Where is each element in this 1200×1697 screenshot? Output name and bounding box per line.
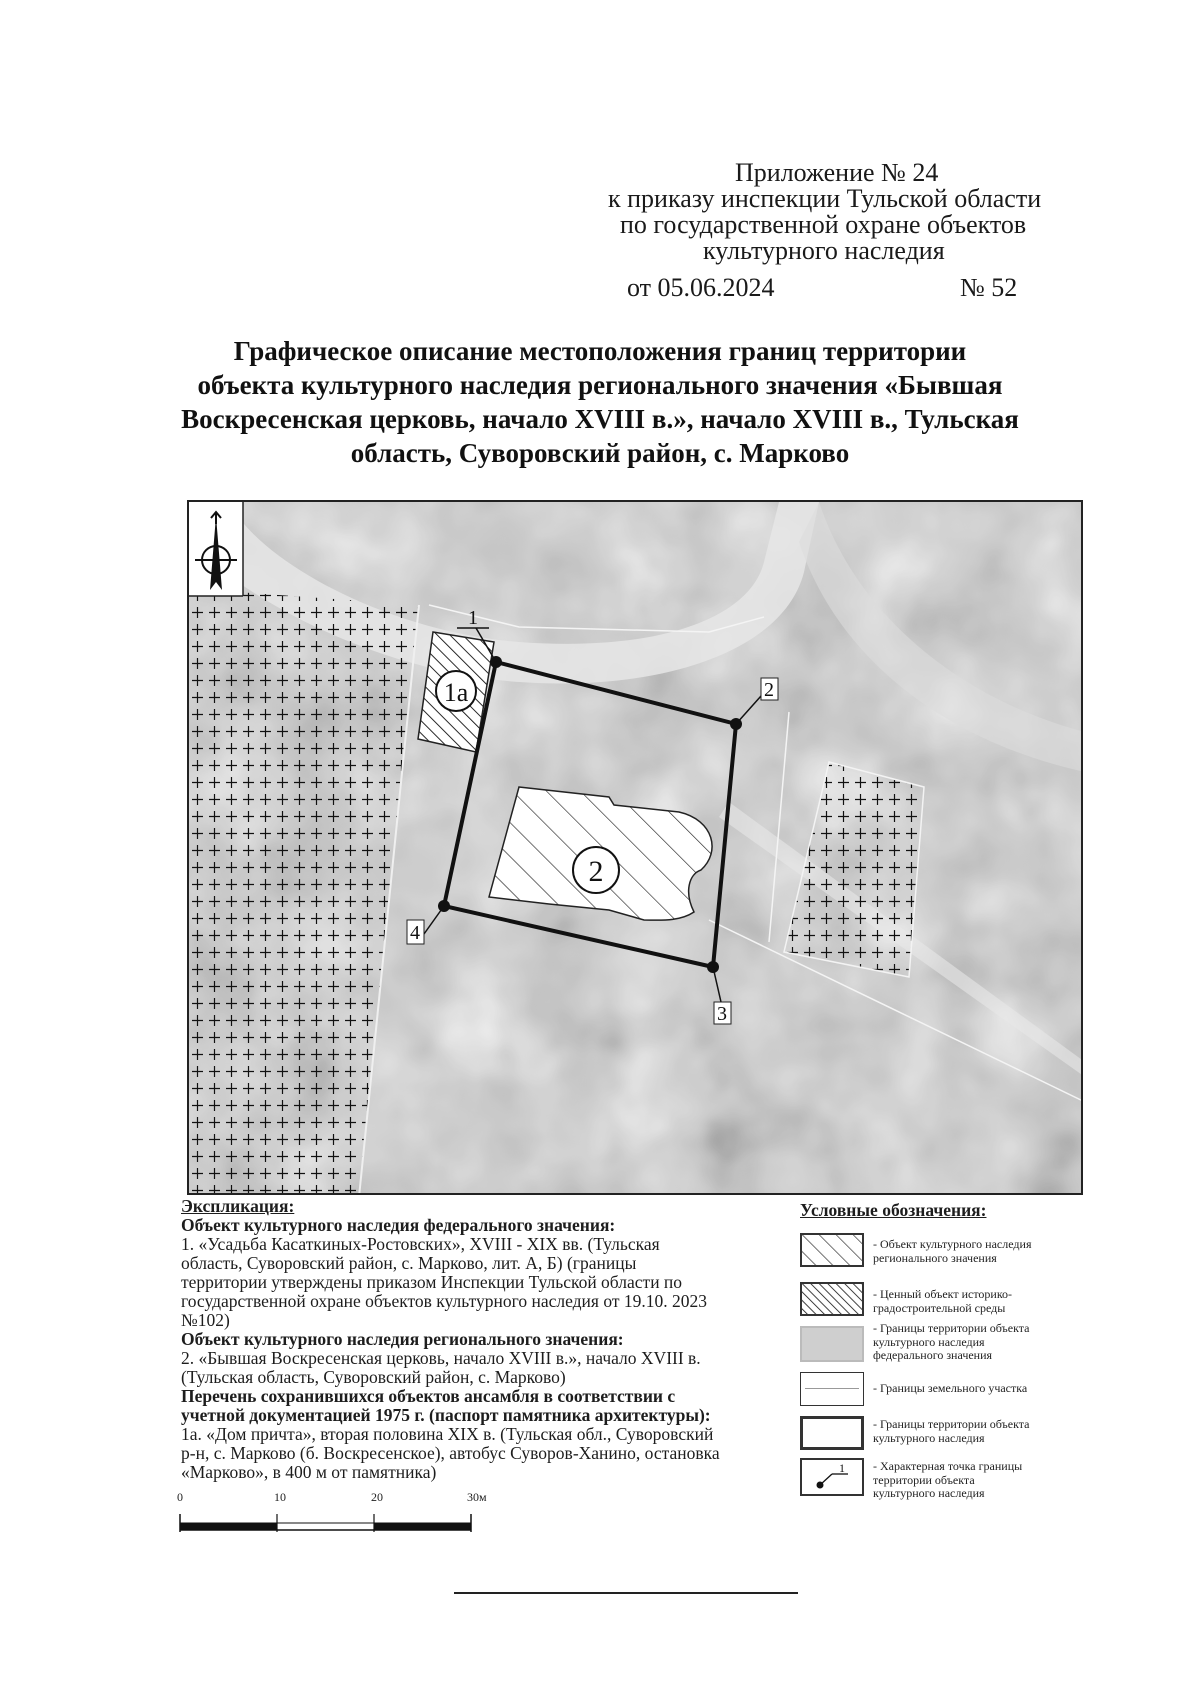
boundary-point-1-label: 1: [468, 607, 478, 629]
document-title-line-4: область, Суворовский район, с. Марково: [350, 438, 850, 468]
legend-swatch-boundary-point: [800, 1458, 864, 1496]
document-title-line-1: Графическое описание местоположения границ территории: [233, 336, 967, 366]
order-reference-2: по государственной охране объектов: [620, 210, 1027, 239]
legend-item-3: - Границы территории объекта культурного наследия федерального значения: [873, 1321, 1030, 1362]
federal-line-4: государственной охране объектов культурного наследия от 19.10. 2023: [181, 1291, 708, 1311]
ensemble-heading-2: учетной документацией 1975 г. (паспорт памятника архитектуры):: [181, 1405, 711, 1425]
federal-line-1: 1. «Усадьба Касаткиных-Ростовских», XVIII - XIX вв. (Тульская: [181, 1234, 660, 1254]
order-reference: к приказу инспекции Тульской области: [608, 184, 1042, 213]
ensemble-heading-1: Перечень сохранившихся объектов ансамбля в соответствии с: [181, 1386, 676, 1406]
document-title-line-2: объекта культурного наследия регионального значения «Бывшая: [197, 370, 1003, 400]
legend-swatch-land-plot: [800, 1372, 864, 1406]
legend-swatch-valuable-object: [800, 1282, 864, 1316]
ensemble-line-3: «Марково», в 400 м от памятника): [181, 1462, 437, 1482]
federal-line-5: №102): [181, 1310, 230, 1330]
boundary-point-4-label: 4: [410, 922, 420, 944]
boundary-point-2-label: 2: [764, 679, 774, 701]
regional-heading: Объект культурного наследия регионального значения:: [181, 1329, 624, 1349]
legend-item-6: - Характерная точка границы территории объекта культурного наследия: [873, 1459, 1023, 1500]
ensemble-line-2: р-н, с. Марково (б. Воскресенское), автобус Суворов-Ханино, остановка: [181, 1443, 720, 1463]
regional-line-1: 2. «Бывшая Воскресенская церковь, начало XVIII в.», начало XVIII в.: [181, 1348, 701, 1368]
scale-bar: [175, 1510, 485, 1536]
legend-item-4: - Границы земельного участка: [873, 1381, 1028, 1395]
order-reference-3: культурного наследия: [703, 236, 945, 265]
legend-item-2: - Ценный объект историко- градостроительной среды: [873, 1287, 1013, 1315]
appendix-number: Приложение № 24: [735, 158, 939, 187]
document-title-line-3: Воскресенская церковь, начало XVIII в.», начало XVIII в., Тульская: [181, 404, 1019, 434]
legend-swatch-territory-boundary: [800, 1416, 864, 1450]
legend-point-marker-label: 1: [839, 1461, 845, 1475]
legend-swatch-federal-territory: [800, 1326, 864, 1362]
explication-heading: Экспликация:: [181, 1196, 295, 1216]
ensemble-line-1: 1а. «Дом причта», вторая половина XIX в. (Тульская обл., Суворовский: [181, 1424, 714, 1444]
object-1a-label: 1а: [443, 678, 469, 707]
scale-label-10: 10: [274, 1490, 286, 1504]
scale-label-20: 20: [371, 1490, 383, 1504]
signature-rule: [454, 1592, 798, 1594]
boundary-point-3-label: 3: [717, 1003, 727, 1025]
legend-swatch-regional-object: [800, 1233, 864, 1267]
legend-item-1: - Объект культурного наследия регионального значения: [873, 1237, 1032, 1265]
legend-heading: Условные обозначения:: [800, 1200, 987, 1220]
object-2-label: 2: [588, 855, 604, 888]
legend-item-5: - Границы территории объекта культурного наследия: [873, 1417, 1030, 1445]
north-arrow-icon: [189, 502, 243, 596]
site-map-drawing: [189, 502, 1083, 1195]
federal-line-3: территории утверждены приказом Инспекции Тульской области по: [181, 1272, 683, 1292]
federal-heading: Объект культурного наследия федерального значения:: [181, 1215, 616, 1235]
regional-line-2: (Тульская область, Суворовский район, с. Марково): [181, 1367, 566, 1387]
federal-line-2: область, Суворовский район, с. Марково, лит. А, Б) (границы: [181, 1253, 637, 1273]
site-map: [187, 500, 1083, 1195]
scale-label-30: 30м: [467, 1490, 487, 1504]
order-number: № 52: [960, 273, 1018, 302]
order-date: от 05.06.2024: [627, 273, 775, 302]
scale-label-0: 0: [177, 1490, 183, 1504]
